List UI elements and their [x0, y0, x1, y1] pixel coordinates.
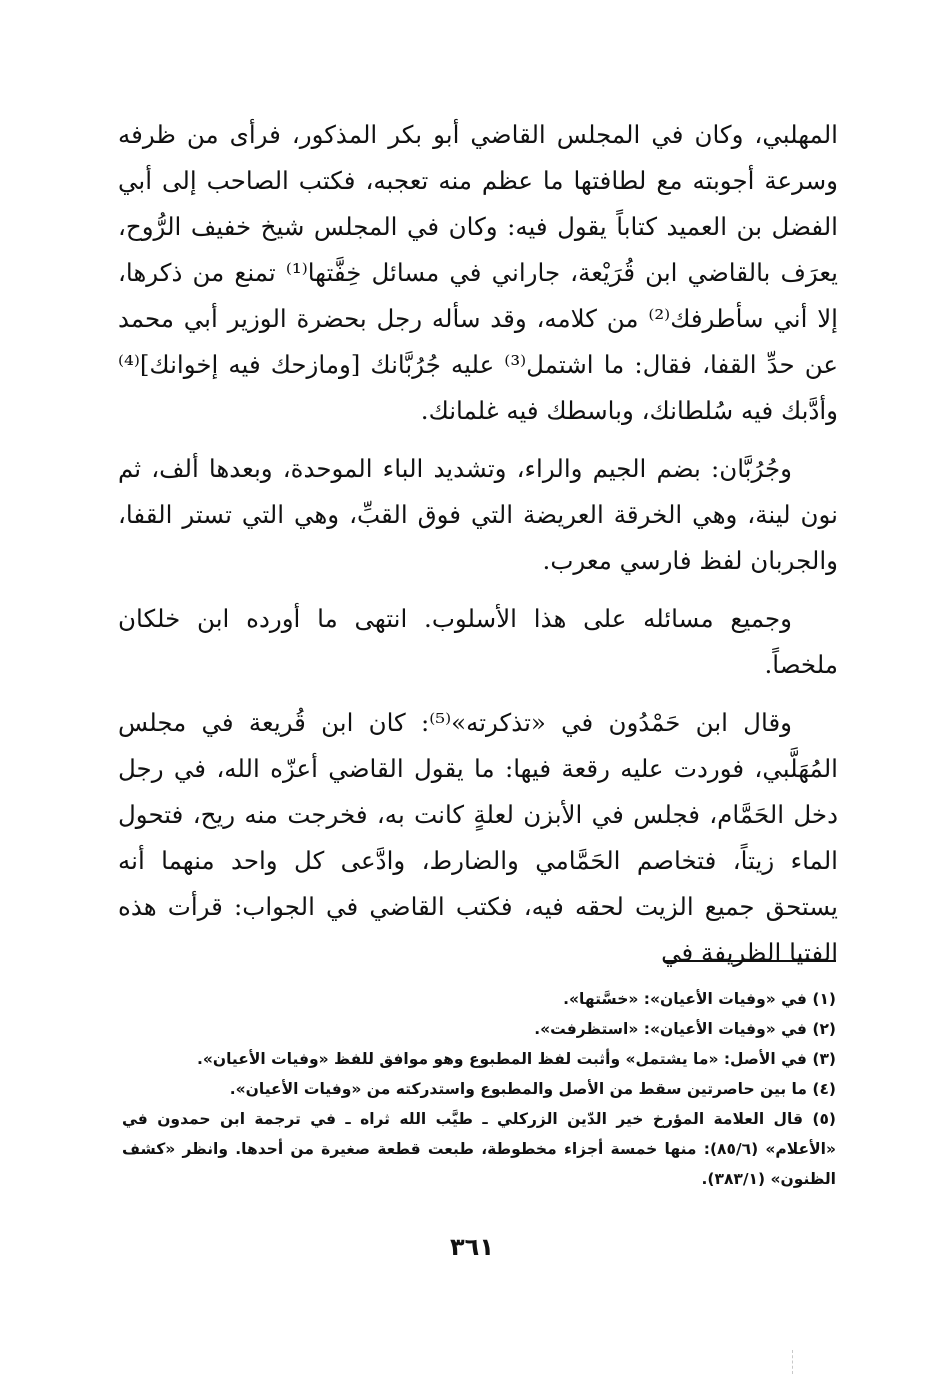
body-paragraph-2: وجُرُبَّان: بضم الجيم والراء، وتشديد الباء الموحدة، وبعدها ألف، ثم نون لينة، وهي الخرقة العريضة التي فوق القبِّ، وهي التي تستر القفا، والجربان لفظ فارسي معرب.: [118, 454, 838, 575]
body-paragraph-1: المهلبي، وكان في المجلس القاضي أبو بكر المذكور، فرأى من ظرفه وسرعة أجوبته مع لطافتها ما عظم منه تعجبه، فكتب الصاحب إلى أبي الفضل بن العميد كتاباً يقول فيه: وكان في المجلس شيخ خفيف الرُّوح، يعرَف بالقاضي ابن قُرَيْعة، جاراني في مسائل خِفَّتها⁽¹⁾ تمنع من ذكرها، إلا أني سأطرفك⁽²⁾ من كلامه، وقد سأله رجل بحضرة الوزير أبي محمد عن حدِّ القفا، فقال: ما اشتمل⁽³⁾ عليه جُرُبَّانك [ومازحك فيه إخوانك]⁽⁴⁾ وأدَّبك فيه سُلطانك، وباسطك فيه غلمانك.: [118, 120, 838, 425]
footnote-1: (١) في «وفيات الأعيان»: «خسَّتها».: [563, 990, 836, 1008]
page-number: ٣٦١: [450, 1233, 494, 1261]
body-paragraph-4: وقال ابن حَمْدُون في «تذكرته»⁽⁵⁾: كان ابن قُريعة في مجلس المُهَلَّبي، فوردت عليه رقعة فيها: ما يقول القاضي أعزّه الله، في رجل دخل الحَمَّام، فجلس في الأبزن لعلةٍ كانت به، فخرجت منه ريح، فتحول الماء زيتاً، فتخاصم الحَمَّامي والضارط، وادَّعى كل واحد منهما أنه يستحق جميع الزيت لحقه فيه، فكتب القاضي في الجواب: قرأت هذه الفتيا الظريفة في: [118, 708, 838, 967]
footnote-3: (٣) في الأصل: «ما يشتمل» وأثبت لفظ المطبوع وهو موافق للفظ «وفيات الأعيان».: [196, 1050, 836, 1068]
main-text: [118, 112, 838, 988]
footnote-2: (٢) في «وفيات الأعيان»: «استظرفت».: [534, 1020, 836, 1038]
scan-edge-mark: [792, 1350, 793, 1374]
footnote-5: (٥) قال العلامة المؤرخ خير الدّين الزركلي ـ طيَّب الله ثراه ـ في ترجمة ابن حمدون في «الأعلام» (٨٥/٦): منها خمسة أجزاء مخطوطة، طبعت قطعة صغيرة من أحدها. وانظر «كشف الظنون» (٣٨٣/١).: [122, 1110, 837, 1188]
body-paragraph-3: وجميع مسائله على هذا الأسلوب. انتهى ما أورده ابن خلكان ملخصاً.: [118, 604, 838, 679]
footnote-4: (٤) ما بين حاصرتين سقط من الأصل والمطبوع واستدركته من «وفيات الأعيان».: [229, 1080, 836, 1098]
footnote-divider: [664, 960, 836, 962]
footnotes: [122, 984, 836, 1194]
